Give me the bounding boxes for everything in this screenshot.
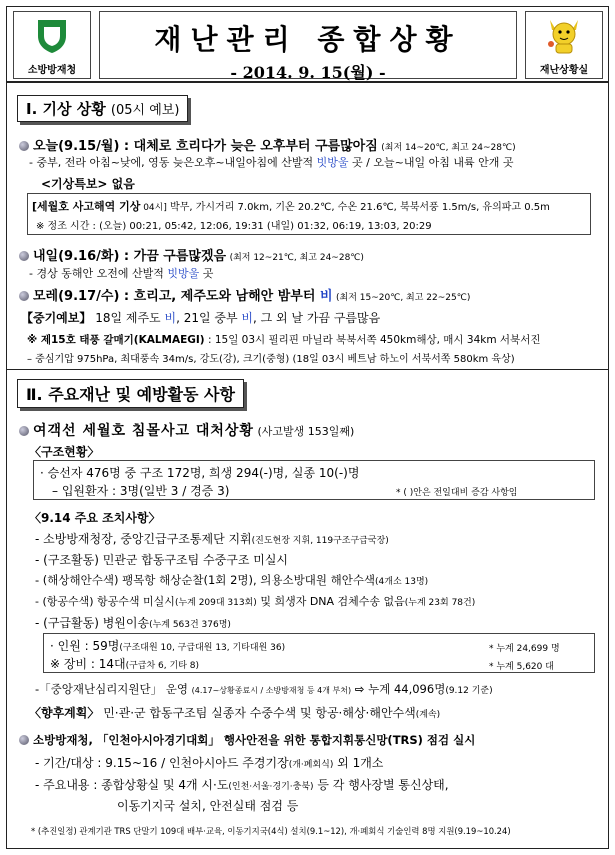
tomorrow-label: 내일(9.16/화) : 가끔 구름많겠음: [33, 249, 227, 264]
bullet-icon: [19, 426, 29, 436]
future-plan-status: (계속): [415, 710, 441, 720]
today-temp: (최저 14~20℃, 최고 24~28℃): [381, 143, 516, 153]
today-detail-b: 곳 / 오늘~내일 아침 내륙 안개 곳: [348, 156, 514, 169]
today-detail: [29, 154, 513, 170]
sewol-weather-line: [32, 198, 550, 214]
sewol-weather-label: [세월호 사고해역 기상: [32, 200, 141, 213]
tomorrow-temp: (최저 12~21℃, 최고 24~28℃): [229, 253, 364, 263]
bullet-icon: [19, 291, 29, 301]
rescue-heading: 〈구조현황〉: [29, 445, 100, 459]
shield-logo-icon: [36, 18, 68, 54]
trs-content-a: - 주요내용 : 종합상황실 및 4개 시·도: [35, 778, 229, 792]
agency-logo: [13, 11, 91, 79]
action-1: [35, 530, 389, 547]
tomorrow-detail-b: 곳: [199, 267, 214, 280]
dayafter-temp: (최저 15~20℃, 최고 22~25℃): [336, 293, 471, 303]
rescue-box: [33, 460, 595, 500]
typhoon-name: ※ 제15호 태풍 갈매기(KALMAEGI): [27, 334, 205, 346]
bullet-icon: [19, 251, 29, 261]
dept-label: 재난상황실: [539, 65, 589, 76]
trs-content-2: 이동기지국 설치, 안전실태 점검 등: [117, 799, 299, 813]
action-5-b: (누계 563건 376명): [149, 620, 231, 630]
weather-heading-sub: (05시 예보): [110, 103, 180, 118]
typhoon-line: [27, 332, 540, 347]
tomorrow-detail-rain: 빗방울: [167, 267, 200, 280]
report-date: - 2014. 9. 15(월) -: [230, 63, 386, 82]
action-1-a: - 소방방재청장, 중앙긴급구조통제단 지휘: [35, 532, 252, 546]
report-header: [7, 7, 608, 83]
dayafter-forecast: [19, 285, 470, 304]
midterm-rain1: 비: [164, 311, 177, 325]
sewol-weather-box: [27, 193, 591, 235]
action-5: [35, 614, 231, 631]
trs-period-b: (개·폐회식): [288, 760, 334, 770]
future-plan-label: 〈향후계획〉: [29, 706, 100, 720]
trs-title-line: [19, 732, 475, 748]
action-5-a: - (구급활동) 병원이송: [35, 616, 150, 630]
dayafter-label: 모레(9.17/수) : 흐리고, 제주도와 남해안 밤부터: [33, 289, 320, 304]
midterm-b: , 21일 중부: [176, 311, 242, 325]
right-arrow-icon: ⇨: [354, 682, 365, 696]
page-title: 재난관리 종합상황: [154, 23, 462, 56]
tomorrow-detail: [29, 265, 213, 281]
title-box: [99, 11, 517, 82]
psych-support-line: [35, 681, 493, 697]
trs-title: 소방방재청, 「인천아시아경기대회」 행사안전을 위한 통합지휘통신망(TRS) 점검 실시: [33, 733, 476, 747]
psych-support-period: (4.17~상황종료시 / 소방방재청 등 4개 부처): [191, 686, 352, 695]
sewol-title-sub: (사고발생 153일째): [257, 425, 355, 438]
midterm-rain2: 비: [241, 311, 253, 325]
situation-report: [6, 6, 609, 849]
resources-box: [43, 633, 595, 673]
equipment-detail: (구급차 6, 기타 8): [125, 661, 199, 671]
mascot-box: [525, 11, 603, 79]
trs-content-c: 등 각 행사장별 통신상태,: [313, 778, 449, 792]
people-detail: (구조대원 10, 구급대원 13, 기타대원 36): [119, 643, 286, 653]
sewol-weather-time: 04시]: [140, 203, 167, 213]
action-4: [35, 593, 475, 609]
weather-heading-text: Ⅰ. 기상 상황: [26, 100, 106, 118]
trs-content: [35, 776, 449, 793]
sewol-weather-values: 박무, 가시거리 7.0km, 기온 20.2℃, 수온 21.6℃, 북북서풍 1.5m/s, 유의파고 0.5m: [166, 202, 550, 213]
special-alert: <기상특보> 없음: [41, 177, 135, 191]
typhoon-detail: – 중심기압 975hPa, 최대풍속 34m/s, 강도(강), 크기(중형) (18일 03시 베트남 하노이 서북서쪽 580km 육상): [27, 354, 515, 365]
midterm-c: , 그 외 날 가끔 구름많음: [252, 311, 381, 325]
equipment-line: [50, 655, 199, 672]
action-3-b: (4개소 13명): [375, 577, 429, 587]
action-4-b: (누계 209대 313회): [174, 598, 257, 608]
trs-content-b: (인천·서울·경기·충북): [228, 782, 314, 792]
action-4-a: - (항공수색) 항공수색 미실시: [35, 595, 175, 608]
midterm-a: 18일 제주도: [91, 311, 165, 325]
actions-heading: 〈9.14 주요 조치사항〉: [29, 511, 161, 525]
trs-note: * (추진일정) 관계기관 TRS 단말기 109대 배부·교육, 이동기지국(4식) 설치(9.1~12), 개·폐회식 기술인력 8명 지원(9.19~10.24): [31, 826, 511, 836]
psych-support-total: 누계 44,096명: [368, 682, 446, 696]
action-2: - (구조활동) 민관군 합동구조팀 수중구조 미실시: [35, 553, 289, 567]
typhoon-position: : 15일 03시 필리핀 마닐라 북북서쪽 450km해상, 매시 34km 서북서진: [204, 334, 541, 346]
dayafter-rain: 비: [319, 289, 333, 304]
rescue-line2: – 입원환자 : 3명(일반 3 / 경증 3): [52, 484, 230, 498]
bullet-icon: [19, 735, 29, 745]
future-plan-text: 민·관·군 합동구조팀 실종자 수중수색 및 항공·해상·해안수색: [99, 706, 416, 720]
people-total: * 누계 24,699 명: [489, 644, 560, 654]
weather-heading: [17, 95, 188, 122]
disaster-heading: Ⅱ. 주요재난 및 예방활동 사항: [17, 379, 244, 408]
sewol-title: 여객선 세월호 침몰사고 대처상황: [33, 423, 254, 439]
psych-support-date: (9.12 기준): [445, 686, 493, 696]
trs-period-c: 외 1개소: [333, 756, 384, 770]
people-label: · 인원 : 59명: [50, 639, 120, 653]
bullet-icon: [19, 141, 29, 151]
action-4-c: 및 희생자 DNA 검체수송 없음: [256, 595, 405, 608]
action-1-b: (진도현장 지휘, 119구조구급국장): [251, 536, 389, 546]
today-detail-a: - 중부, 전라 아침~낮에, 영동 늦은오후~내일아침에 산발적: [29, 156, 317, 169]
today-forecast: [19, 135, 516, 154]
equipment-label: ※ 장비 : 14대: [50, 657, 126, 671]
today-label: 오늘(9.15/월) : 대체로 흐리다가 늦은 오후부터 구름많아짐: [33, 139, 378, 154]
tomorrow-detail-a: - 경상 동해안 오전에 산발적: [29, 267, 168, 280]
sewol-section-title: [19, 420, 354, 440]
trs-period-a: - 기간/대상 : 9.15~16 / 인천아시아드 주경기장: [35, 756, 289, 770]
mascot-icon: [544, 16, 584, 54]
equipment-total: * 누계 5,620 대: [489, 662, 554, 672]
rescue-line1: · 승선자 476명 중 구조 172명, 희생 294(-)명, 실종 10(-)명: [40, 466, 360, 480]
action-4-d: (누계 23회 78건): [404, 598, 476, 608]
people-line: [50, 637, 285, 654]
today-detail-rain: 빗방울: [316, 156, 349, 169]
midterm-forecast: [21, 309, 380, 326]
agency-name: 소방방재청: [27, 65, 77, 76]
future-plan: [29, 704, 440, 721]
trs-period: [35, 754, 383, 771]
tide-times: ※ 정조 시간 : (오늘) 00:21, 05:42, 12:06, 19:31 (내일) 01:32, 06:19, 13:03, 20:29: [36, 221, 432, 232]
section-divider: [7, 369, 608, 370]
psych-support-name: -「중앙재난심리지원단」 운영: [35, 682, 189, 696]
action-3: [35, 572, 428, 588]
midterm-label: 【중기예보】: [21, 311, 92, 325]
action-3-a: - (해상해안수색) 팽목항 해상순찰(1회 2명), 의용소방대원 해안수색: [35, 573, 376, 587]
tomorrow-forecast: [19, 245, 364, 264]
rescue-note: * ( )안은 전일대비 증감 사항임: [396, 488, 518, 498]
